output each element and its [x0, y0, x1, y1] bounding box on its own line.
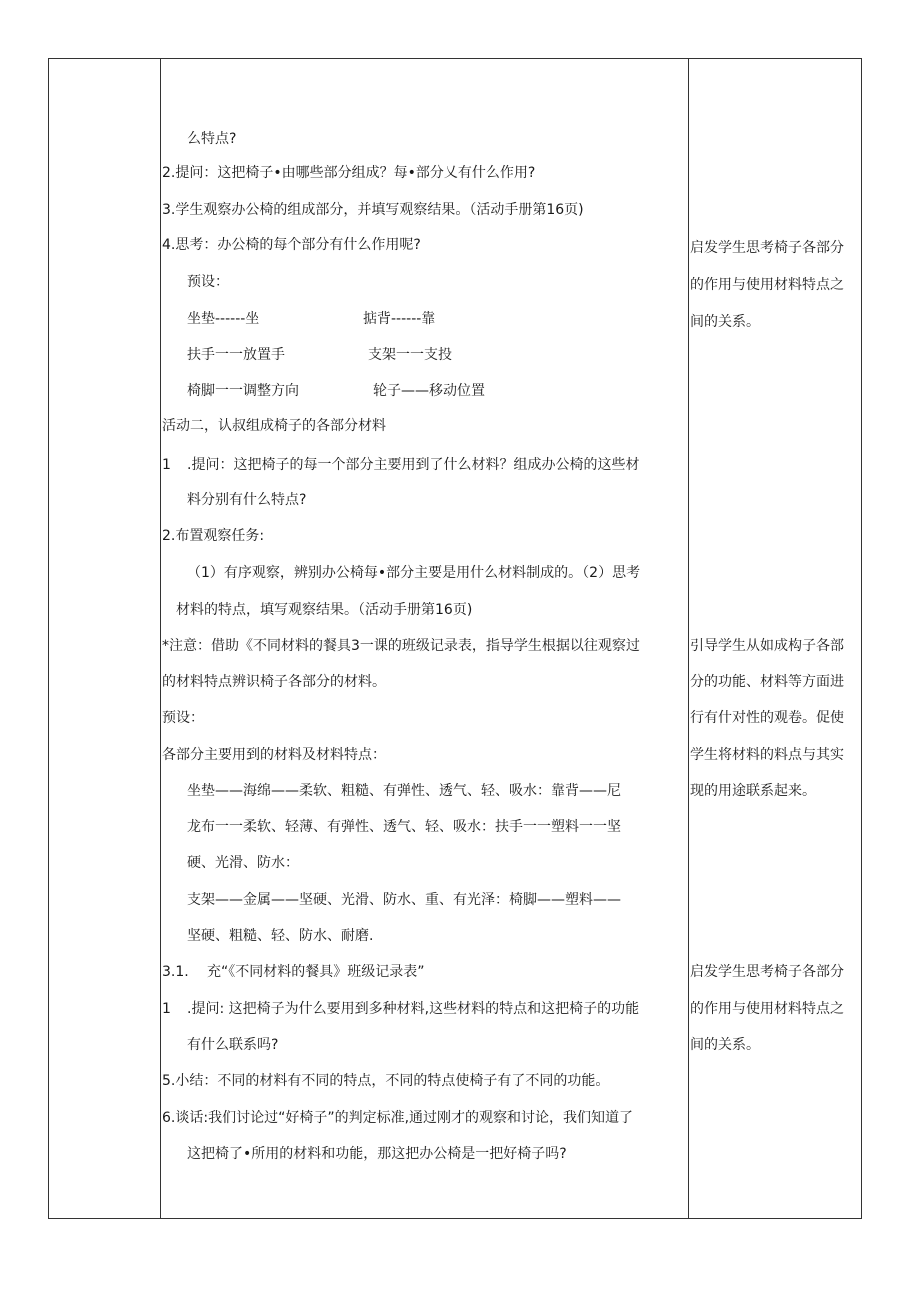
activity-line: 这把椅了•所用的材料和功能，那这把办公椅是一把好椅子吗? — [187, 1146, 567, 1162]
note-text: 行有什对性的观卷。促使 — [690, 710, 844, 726]
column-divider-2 — [688, 58, 689, 1219]
activity-line: 料分别有什么特点? — [187, 492, 307, 508]
part-function: 轮子——移动位置 — [373, 383, 485, 399]
note-text: 间的关系。 — [690, 1037, 760, 1053]
part-function: 椅脚一一调整方向 — [187, 383, 299, 399]
note-text: 的作用与使用材料特点之 — [690, 277, 844, 293]
activity-line: 充“《不同材料的餐具》班级记录表” — [207, 964, 425, 980]
activity-line: 有什么联系吗? — [187, 1037, 279, 1053]
note-text: 启发学生思考椅子各部分 — [690, 240, 844, 256]
activity-line: 5.小结：不同的材料有不同的特点，不同的特点使椅子有了不同的功能。 — [162, 1073, 610, 1089]
activity-line: .提问：这把椅子的每一个部分主要用到了什么材料？组成办公椅的这些材 — [187, 457, 640, 473]
part-function: 扶手一一放置手 — [187, 347, 285, 363]
material-line: 支架——金属——坚硬、光滑、防水、重、有光泽：椅脚——塑料—— — [187, 892, 621, 908]
activity-line: （1）有序观察，辨别办公椅每•部分主要是用什么材料制成的。（2）思考 — [187, 565, 641, 581]
note-text: 现的用途联系起来。 — [690, 783, 816, 799]
activity-line: 材料的特点，填写观察结果。（活动手册第16页) — [176, 602, 473, 618]
material-line: 坚硬、粗糙、轻、防水、耐磨. — [187, 928, 374, 944]
note-line: 的材料特点辨识椅子各部分的材料。 — [162, 674, 386, 690]
list-number: 1 — [162, 457, 171, 473]
material-line: 龙布一一柔软、轻薄、有弹性、透气、轻、吸水：扶手一一塑料一一坚 — [187, 819, 621, 835]
activity-line: 2.布置观察任务: — [162, 528, 265, 544]
activity-line: .提问: 这把椅子为什么要用到多种材料,这些材料的特点和这把椅子的功能 — [187, 1001, 640, 1017]
material-line: 硬、光滑、防水： — [187, 855, 299, 871]
activity-line: 6.谈话:我们讨论过“好椅子”的判定标准,通过刚才的观察和讨论，我们知道了 — [162, 1110, 634, 1126]
activity-line: 么特点? — [187, 131, 237, 147]
activity-line: 各部分主要用到的材料及材料特点： — [162, 747, 386, 763]
note-text: 引导学生从如成构子各部 — [690, 638, 844, 654]
note-text: 启发学生思考椅子各部分 — [690, 964, 844, 980]
activity-line: 3.学生观察办公椅的组成部分，并填写观察结果。（活动手册第16页) — [162, 202, 584, 218]
list-number: 3.1. — [162, 964, 189, 980]
note-text: 分的功能、材料等方面进 — [690, 674, 844, 690]
preset-label: 预设： — [187, 274, 229, 290]
note-text: 的作用与使用材料特点之 — [690, 1001, 844, 1017]
part-function: 坐垫------坐 — [187, 311, 260, 327]
note-text: 学生将材料的料点与其实 — [690, 747, 844, 763]
note-line: *注意：借助《不同材料的餐具3一课的班级记录表，指导学生根据以往观察过 — [162, 638, 640, 654]
preset-label: 预设： — [162, 710, 204, 726]
part-function: 掂背------靠 — [363, 311, 436, 327]
list-number: 1 — [162, 1001, 171, 1017]
column-divider-1 — [160, 58, 161, 1219]
material-line: 坐垫——海绵——柔软、粗糙、有弹性、透气、轻、吸水：靠背——尼 — [187, 783, 621, 799]
part-function: 支架一一支投 — [368, 347, 452, 363]
activity-line: 4.思考：办公椅的每个部分有什么作用呢? — [162, 237, 421, 253]
activity-line: 2.提问：这把椅子•由哪些部分组成？每•部分乂有什么作用? — [162, 165, 536, 181]
activity-heading: 活动二，认叔组成椅子的各部分材料 — [162, 418, 386, 434]
note-text: 间的关系。 — [690, 314, 760, 330]
